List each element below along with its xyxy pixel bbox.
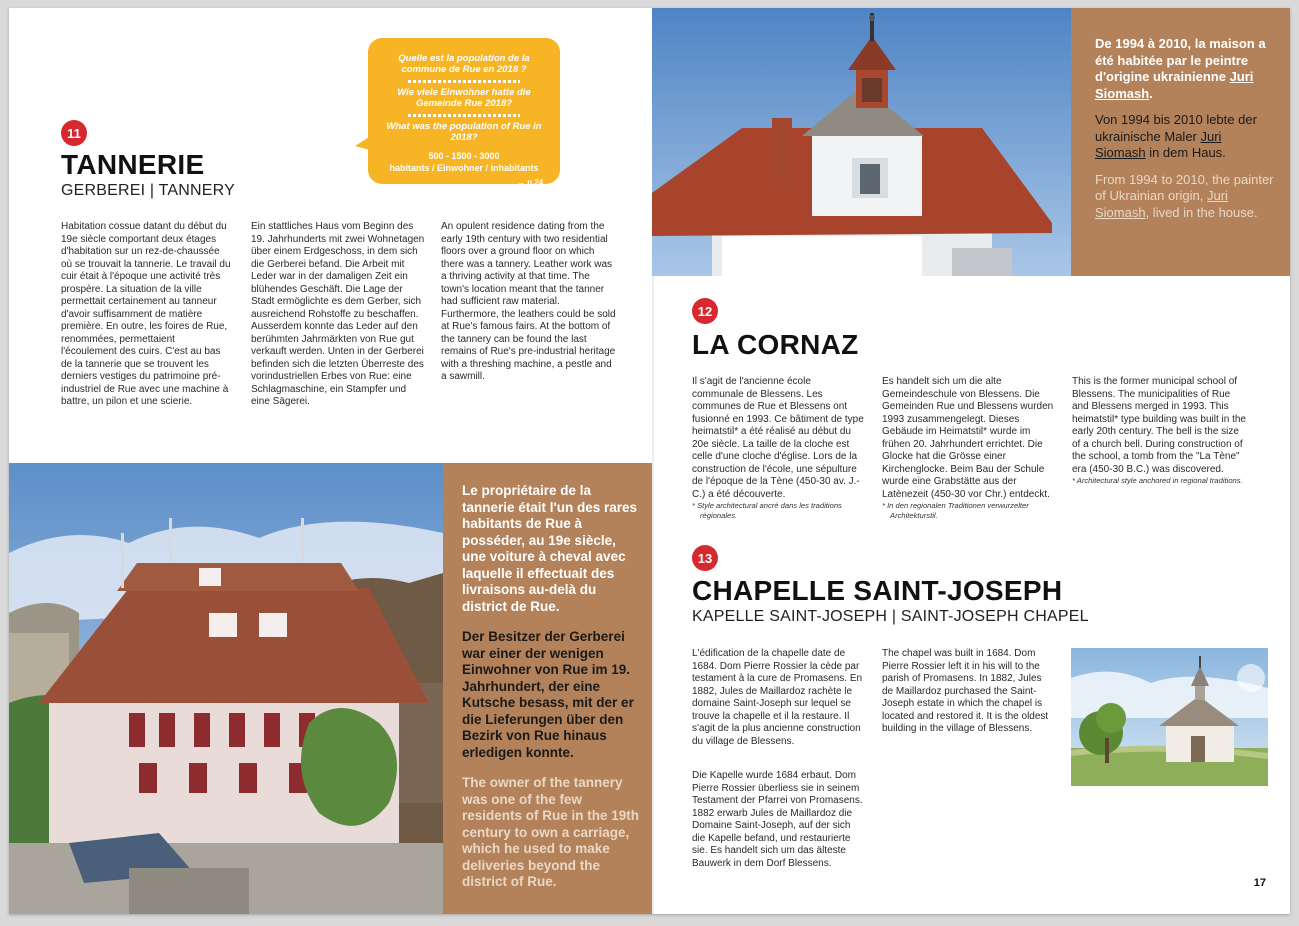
la-cornaz-photo xyxy=(652,8,1071,276)
quiz-question-en: What was the population of Rue in 2018? xyxy=(386,121,542,143)
info-box-de: Der Besitzer der Gerberei war einer der wenigen Einwohner von Rue im 19. Jahrhundert, der eine Kutsche besass, mit der er die Lieferungen über den Bezirk von Rue hinaus erledigen konnte. xyxy=(462,629,634,760)
text-column-fr: Il s'agit de l'ancienne école communale de Blessens. Les communes de Rue et Blessens ont fusionné en 1993. Ce bâtiment de type heimatstil* a été réalisé au début du 20e siècle. La taille de la cloche est celle d'une cloche d'église. Lors de la construction de l'école, une sépulture de l'époque de la Tène (450-30 av. J.-C.) a été découverte. * Style architectural ancré dans les traditions régionales. xyxy=(692,376,864,520)
page-number: 17 xyxy=(1253,877,1266,889)
quiz-speech-bubble xyxy=(368,38,560,184)
painter-name: Juri Siomash xyxy=(1095,69,1254,101)
section-subtitle: KAPELLE SAINT-JOSEPH | SAINT-JOSEPH CHAPEL xyxy=(692,608,1089,625)
tannery-info-box xyxy=(443,463,652,914)
section-number-badge: 12 xyxy=(692,298,718,324)
dotted-separator xyxy=(408,80,520,83)
quiz-answer-units: habitants / Einwohner / inhabitants xyxy=(389,163,539,173)
section-title: TANNERIE xyxy=(61,149,205,180)
brochure-spread xyxy=(9,8,1290,914)
text-column-en: This is the former municipal school of Blessens. The municipalities of Rue and Blessens merged in 1993. This heimatstil* type building was built in the early 20th century. The bell is the size of a church bell. During construction of the school, a tomb from the "La Tène" era (450-30 B.C.) was discovered. * Architectural style anchored in regional traditions. xyxy=(1072,376,1246,485)
info-box-de: Von 1994 bis 2010 lebte der ukrainische Maler Juri Siomash in dem Haus. xyxy=(1095,112,1257,160)
painter-name: Juri Siomash xyxy=(1095,188,1228,220)
info-box-en: From 1994 to 2010, the painter of Ukrainian origin, Juri Siomash, lived in the house. xyxy=(1095,171,1274,220)
section-subtitle: GERBEREI | TANNERY xyxy=(61,182,236,199)
dotted-separator xyxy=(408,114,520,117)
page-reference-link[interactable]: → p.24 xyxy=(517,178,544,187)
text-column-de: Die Kapelle wurde 1684 erbaut. Dom Pierre Rossier überliess sie in seinem Testament der Pfarrei von Promasens. 1882 erwarb Jules de Maillardoz die Domaine Saint-Joseph, auf der sich die Kapelle befand, und restaurierte sie. Es handelt sich um das älteste Bauwerk in dem Dorf Blessens. xyxy=(692,770,863,869)
tannery-photo xyxy=(9,463,443,914)
quiz-question-de: Wie viele Einwohner hatte die Gemeinde Rue 2018? xyxy=(397,87,531,109)
text-column-en: An opulent residence dating from the early 19th century with two residential floors over a ground floor on which there was a tannery. Leather work was a thriving activity at that time. The town's location meant that the tanner had sufficient raw material. Furthermore, the leathers could be sold at Rue's famous fairs. At the bottom of the tannery can be found the last remains of Rue's pre-industrial heritage with a threshing machine, a pestle and a sawmill. xyxy=(441,221,616,382)
info-box-fr: De 1994 à 2010, la maison a été habitée par le peintre d'origine ukrainienne Juri Siomash. xyxy=(1095,36,1266,101)
section-title: CHAPELLE SAINT-JOSEPH xyxy=(692,575,1063,606)
chapel-photo xyxy=(1071,648,1268,786)
info-box-en: The owner of the tannery was one of the few residents of Rue in the 19th century to own a carriage, which he used to make deliveries beyond the district of Rue. xyxy=(462,775,640,889)
painter-name: Juri Siomash xyxy=(1095,128,1222,160)
section-number-badge: 11 xyxy=(61,120,87,146)
section-number-badge: 13 xyxy=(692,545,718,571)
text-column-de: Es handelt sich um die alte Gemeindeschule von Blessens. Die Gemeinden Rue und Blessens wurden 1993 zusammengelegt. Dieses Gebäude im Heimatstil* wurde im frühen 20. Jahrhundert errichtet. Die Glocke hat die Grösse einer Kirchenglocke. Beim Bau der Schule wurde eine Grabstätte aus der Latènezeit (450-30 vor Chr.) entdeckt. * In den regionalen Traditionen verwurzelter Architekturstil. xyxy=(882,376,1054,520)
info-box-fr: Le propriétaire de la tannerie était l'un des rares habitants de Rue à posséder, au 19e siècle, une voiture à cheval avec laquelle il effectuait des livraisons au-delà du district de Rue. xyxy=(462,483,638,614)
text-column-en: The chapel was built in 1684. Dom Pierre Rossier left it in his will to the parish of Promasens. In 1882, Jules de Maillardoz purchased the Saint-Joseph estate in which the chapel is located and restored it. It is the oldest building in the village of Blessens. xyxy=(882,648,1049,734)
quiz-question-fr: Quelle est la population de la commune de Rue en 2018 ? xyxy=(398,53,530,75)
quiz-answer-options: 500 - 1500 - 3000 xyxy=(428,151,500,161)
section-title: LA CORNAZ xyxy=(692,329,859,360)
la-cornaz-info-box xyxy=(1071,8,1290,276)
text-column-fr: L'édification de la chapelle date de 1684. Dom Pierre Rossier la cède par testament à la cure de Promasens. En 1882, Jules de Maillardoz rachète le domaine Saint-Joseph sur lequel se trouve la chapelle et il la restaure. Il s'agit de la plus ancienne construction du village de Blessens. xyxy=(692,648,863,747)
text-column-de: Ein stattliches Haus vom Beginn des 19. Jahrhunderts mit zwei Wohnetagen über einem Erdgeschoss, in dem sich die Gerberei befand. Die Arbeit mit Leder war in der damaligen Zeit ein blühendes Geschäft. Die Lage der Stadt ermöglichte es dem Gerber, sich ausreichend Rohstoffe zu beschaffen. Ausserdem konnte das Leder auf den berühmten Jahrmärkten von Rue gut verkauft werden. Unten in der Gerberei befinden sich die letzten Überreste des vorindustriellen Erbes von Rue: eine Schlagmaschine, ein Stampfer und eine Sägerei. xyxy=(251,221,425,407)
text-column-fr: Habitation cossue datant du début du 19e siècle comportant deux étages d'habitation sur un rez-de-chaussée où se trouvait la tannerie. Le travail du cuir était à l'époque une activité très prospère. La situation de la ville permettait certainement au tanneur d'avoir suffisamment de matière première. En outre, les foires de Rue, renommées, permettaient l'écoulement des cuirs. C'est au bas de la tannerie que se trouvent les derniers vestiges du patrimoine pré-industriel de Rue avec une machine à battre, un pilon et une scierie. xyxy=(61,221,231,407)
